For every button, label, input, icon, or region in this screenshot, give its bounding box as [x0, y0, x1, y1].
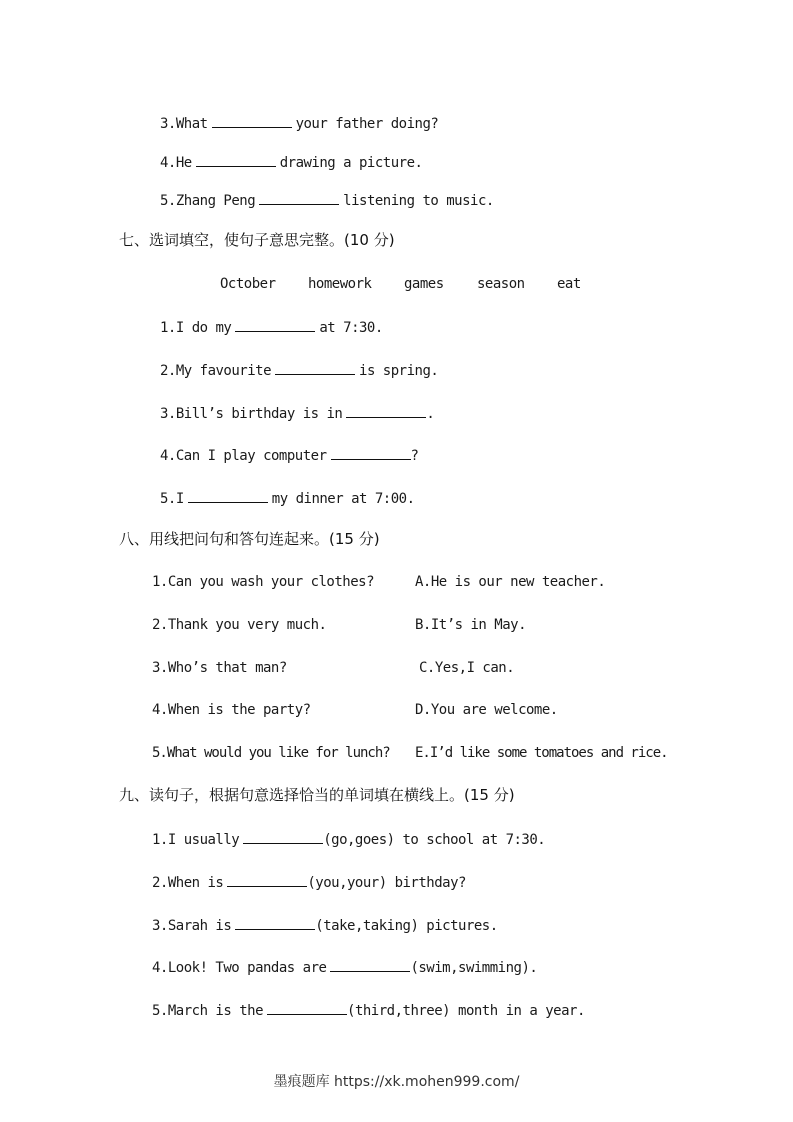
- question-line: 4.Can I play computer ?: [160, 445, 418, 465]
- match-question: 1.Can you wash your clothes?: [152, 574, 375, 590]
- word-bank-item: season: [477, 276, 525, 292]
- word-bank-item: games: [404, 276, 444, 292]
- answer-blank[interactable]: [188, 488, 268, 503]
- question-line: 3.Bill’s birthday is in .: [160, 403, 434, 423]
- section-heading: 七、选词填空，使句子意思完整。(10 分): [119, 231, 395, 249]
- answer-blank[interactable]: [267, 1000, 347, 1015]
- answer-blank[interactable]: [235, 915, 315, 930]
- answer-blank[interactable]: [259, 190, 339, 205]
- match-question: 4.When is the party?: [152, 702, 311, 718]
- question-line: 2.When is (you,your) birthday?: [152, 872, 466, 892]
- answer-blank[interactable]: [227, 872, 307, 887]
- match-question: 2.Thank you very much.: [152, 617, 327, 633]
- answer-blank[interactable]: [243, 829, 323, 844]
- answer-blank[interactable]: [275, 360, 355, 375]
- question-line: 5.March is the (third,three) month in a year.: [152, 1000, 585, 1020]
- answer-blank[interactable]: [330, 957, 410, 972]
- match-answer: D.You are welcome.: [415, 702, 558, 718]
- word-bank-item: October: [220, 276, 276, 292]
- section-heading: 九、读句子，根据句意选择恰当的单词填在横线上。(15 分): [119, 786, 515, 804]
- answer-blank[interactable]: [212, 113, 292, 128]
- question-line: 4.Look! Two pandas are (swim,swimming).: [152, 957, 537, 977]
- word-bank-item: homework: [308, 276, 372, 292]
- question-line: 3.What your father doing?: [160, 113, 438, 133]
- question-line: 4.He drawing a picture.: [160, 152, 422, 172]
- footer-watermark: 墨痕题库 https://xk.mohen999.com/: [273, 1074, 520, 1090]
- word-bank-item: eat: [557, 276, 581, 292]
- question-line: 1.I usually (go,goes) to school at 7:30.: [152, 829, 545, 849]
- section-heading: 八、用线把问句和答句连起来。(15 分): [119, 530, 380, 548]
- match-question: 3.Who’s that man?: [152, 660, 287, 676]
- match-question: 5.What would you like for lunch?: [152, 745, 390, 761]
- question-line: 3.Sarah is (take,taking) pictures.: [152, 915, 498, 935]
- question-line: 5.I my dinner at 7:00.: [160, 488, 415, 508]
- match-answer: E.I’d like some tomatoes and rice.: [415, 745, 668, 761]
- answer-blank[interactable]: [346, 403, 426, 418]
- answer-blank[interactable]: [331, 445, 411, 460]
- match-answer: A.He is our new teacher.: [415, 574, 606, 590]
- question-line: 5.Zhang Peng listening to music.: [160, 190, 494, 210]
- question-line: 1.I do my at 7:30.: [160, 317, 383, 337]
- question-line: 2.My favourite is spring.: [160, 360, 438, 380]
- answer-blank[interactable]: [235, 317, 315, 332]
- answer-blank[interactable]: [196, 152, 276, 167]
- match-answer: B.It’s in May.: [415, 617, 527, 633]
- match-answer: C.Yes,I can.: [419, 660, 515, 676]
